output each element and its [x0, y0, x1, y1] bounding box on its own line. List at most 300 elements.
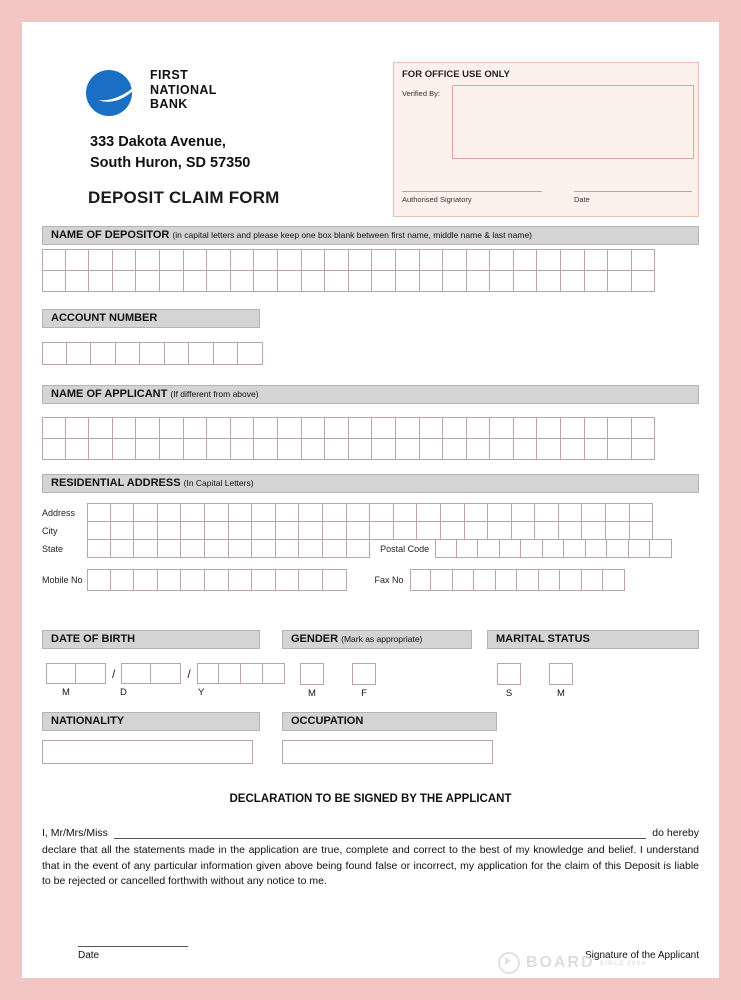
- state-cell[interactable]: [181, 539, 205, 558]
- applicant-cell[interactable]: [66, 438, 90, 460]
- applicant-cell[interactable]: [585, 417, 609, 439]
- section-address: [42, 474, 699, 593]
- depositor-cell[interactable]: [420, 249, 444, 271]
- address-cell[interactable]: [87, 503, 111, 522]
- address-hint: (In Capital Letters): [183, 478, 254, 488]
- mobile-cell[interactable]: [181, 569, 205, 591]
- depositor-cell[interactable]: [372, 270, 396, 292]
- applicant-header: [42, 385, 699, 404]
- depositor-cell[interactable]: [585, 270, 609, 292]
- depositor-cell[interactable]: [467, 249, 491, 271]
- account-title: ACCOUNT NUMBER: [51, 312, 158, 324]
- depositor-cell[interactable]: [443, 270, 467, 292]
- occupation-input[interactable]: [282, 740, 493, 764]
- depositor-cell[interactable]: [490, 270, 514, 292]
- depositor-cell[interactable]: [372, 249, 396, 271]
- city-cell[interactable]: [87, 521, 111, 540]
- authorised-signatory-line[interactable]: [402, 191, 542, 192]
- section-declaration: [42, 793, 699, 890]
- gender-hint: (Mark as appropriate): [341, 634, 423, 644]
- postal-code-label: Postal Code: [380, 543, 430, 554]
- bank-logo-icon: [84, 64, 144, 120]
- account-cell[interactable]: [214, 342, 239, 365]
- applicant-cell[interactable]: [184, 438, 208, 460]
- fax-cell[interactable]: [582, 569, 604, 591]
- state-cell[interactable]: [158, 539, 182, 558]
- city-cell[interactable]: [323, 521, 347, 540]
- address-cell[interactable]: [205, 503, 229, 522]
- depositor-cell[interactable]: [207, 270, 231, 292]
- applicant-cell[interactable]: [467, 417, 491, 439]
- address-cell[interactable]: [630, 503, 654, 522]
- applicant-cell[interactable]: [278, 417, 302, 439]
- city-cell[interactable]: [441, 521, 465, 540]
- depositor-cell[interactable]: [254, 249, 278, 271]
- bank-name-line-3: BANK: [150, 97, 188, 111]
- form-page: [22, 22, 719, 978]
- mobile-cell[interactable]: [299, 569, 323, 591]
- occupation-title: OCCUPATION: [291, 715, 364, 727]
- city-cell[interactable]: [158, 521, 182, 540]
- applicant-cell[interactable]: [632, 417, 656, 439]
- fax-label: Fax No: [374, 575, 404, 585]
- applicant-cell[interactable]: [396, 438, 420, 460]
- address-cell[interactable]: [111, 503, 135, 522]
- address-cell[interactable]: [512, 503, 536, 522]
- watermark-subtext: SINCE 2004: [599, 959, 646, 967]
- nationality-input[interactable]: [42, 740, 253, 764]
- state-cell[interactable]: [347, 539, 371, 558]
- depositor-cell[interactable]: [490, 249, 514, 271]
- verified-by-field[interactable]: [452, 85, 694, 159]
- marital-fields[interactable]: [497, 663, 573, 699]
- account-cell[interactable]: [189, 342, 214, 365]
- postal-code-cell[interactable]: [435, 539, 457, 558]
- applicant-cell[interactable]: [467, 438, 491, 460]
- dob-day-grid[interactable]: [121, 663, 181, 684]
- bank-name-line-2: NATIONAL: [150, 82, 217, 97]
- address-cell[interactable]: [465, 503, 489, 522]
- postal-code-cell[interactable]: [586, 539, 608, 558]
- state-cell[interactable]: [87, 539, 111, 558]
- depositor-cell[interactable]: [136, 270, 160, 292]
- applicant-cell[interactable]: [231, 417, 255, 439]
- city-cell[interactable]: [181, 521, 205, 540]
- depositor-cell[interactable]: [42, 249, 66, 271]
- mobile-cell[interactable]: [158, 569, 182, 591]
- applicant-cell[interactable]: [254, 438, 278, 460]
- depositor-cell[interactable]: [537, 270, 561, 292]
- address-cell[interactable]: [229, 503, 253, 522]
- gender-fields[interactable]: [300, 663, 376, 699]
- state-grid[interactable]: [87, 539, 370, 558]
- state-cell[interactable]: [111, 539, 135, 558]
- applicant-cell[interactable]: [372, 417, 396, 439]
- fax-cell[interactable]: [560, 569, 582, 591]
- city-cell[interactable]: [394, 521, 418, 540]
- depositor-grid[interactable]: [42, 249, 699, 292]
- applicant-cell[interactable]: [89, 438, 113, 460]
- applicant-cell[interactable]: [113, 438, 137, 460]
- address-cell[interactable]: [158, 503, 182, 522]
- dob-year-cell[interactable]: [263, 663, 285, 684]
- applicant-cell[interactable]: [514, 438, 538, 460]
- city-cell[interactable]: [606, 521, 630, 540]
- state-cell[interactable]: [205, 539, 229, 558]
- dob-day-cell[interactable]: [151, 663, 181, 684]
- depositor-cell[interactable]: [561, 249, 585, 271]
- state-cell[interactable]: [276, 539, 300, 558]
- depositor-cell[interactable]: [349, 270, 373, 292]
- marital-option-m-box[interactable]: [549, 663, 573, 685]
- state-cell[interactable]: [229, 539, 253, 558]
- applicant-cell[interactable]: [89, 417, 113, 439]
- office-use-box: [393, 62, 699, 217]
- address-label: Address: [42, 507, 76, 518]
- declaration-name-line[interactable]: [114, 826, 646, 839]
- gender-option-m-box[interactable]: [300, 663, 324, 685]
- dob-month-grid[interactable]: [46, 663, 106, 684]
- city-cell[interactable]: [252, 521, 276, 540]
- applicant-cell[interactable]: [372, 438, 396, 460]
- depositor-cell[interactable]: [632, 249, 656, 271]
- depositor-cell[interactable]: [254, 270, 278, 292]
- applicant-cell[interactable]: [490, 417, 514, 439]
- city-cell[interactable]: [370, 521, 394, 540]
- depositor-cell[interactable]: [349, 249, 373, 271]
- depositor-cell[interactable]: [231, 249, 255, 271]
- fax-cell[interactable]: [431, 569, 453, 591]
- city-cell[interactable]: [630, 521, 654, 540]
- address-cell[interactable]: [181, 503, 205, 522]
- applicant-grid[interactable]: [42, 417, 699, 460]
- state-cell[interactable]: [323, 539, 347, 558]
- gender-option-m-label: M: [308, 688, 316, 699]
- city-cell[interactable]: [111, 521, 135, 540]
- city-cell[interactable]: [535, 521, 559, 540]
- account-cell[interactable]: [165, 342, 190, 365]
- depositor-cell[interactable]: [396, 270, 420, 292]
- city-cell[interactable]: [276, 521, 300, 540]
- depositor-cell[interactable]: [136, 249, 160, 271]
- applicant-cell[interactable]: [136, 438, 160, 460]
- depositor-cell[interactable]: [325, 249, 349, 271]
- applicant-cell[interactable]: [349, 438, 373, 460]
- account-cell[interactable]: [91, 342, 116, 365]
- depositor-cell[interactable]: [113, 249, 137, 271]
- applicant-cell[interactable]: [443, 438, 467, 460]
- marital-option-s-box[interactable]: [497, 663, 521, 685]
- dob-title: DATE OF BIRTH: [51, 633, 136, 645]
- depositor-cell[interactable]: [632, 270, 656, 292]
- applicant-title: NAME OF APPLICANT: [51, 388, 168, 400]
- depositor-cell[interactable]: [467, 270, 491, 292]
- dob-year-cell[interactable]: [241, 663, 263, 684]
- city-cell[interactable]: [465, 521, 489, 540]
- applicant-cell[interactable]: [254, 417, 278, 439]
- depositor-cell[interactable]: [561, 270, 585, 292]
- applicant-cell[interactable]: [585, 438, 609, 460]
- applicant-cell[interactable]: [396, 417, 420, 439]
- address-cell[interactable]: [276, 503, 300, 522]
- applicant-cell[interactable]: [42, 417, 66, 439]
- applicant-cell[interactable]: [113, 417, 137, 439]
- mobile-cell[interactable]: [229, 569, 253, 591]
- mobile-grid[interactable]: [87, 569, 347, 591]
- depositor-cell[interactable]: [42, 270, 66, 292]
- depositor-cell[interactable]: [278, 249, 302, 271]
- depositor-row-2[interactable]: [42, 270, 699, 292]
- address-title: RESIDENTIAL ADDRESS: [51, 477, 181, 489]
- address-cell[interactable]: [535, 503, 559, 522]
- depositor-row-1[interactable]: [42, 249, 699, 271]
- address-cell[interactable]: [134, 503, 158, 522]
- depositor-cell[interactable]: [302, 270, 326, 292]
- fax-cell[interactable]: [496, 569, 518, 591]
- section-applicant: [42, 385, 699, 460]
- applicant-cell[interactable]: [632, 438, 656, 460]
- declaration-lead: I, Mr/Mrs/Miss: [42, 827, 108, 839]
- bank-address: [90, 132, 250, 174]
- applicant-cell[interactable]: [349, 417, 373, 439]
- depositor-cell[interactable]: [89, 249, 113, 271]
- dob-year-grid[interactable]: [197, 663, 285, 684]
- bank-name: [150, 68, 217, 112]
- depositor-cell[interactable]: [420, 270, 444, 292]
- applicant-cell[interactable]: [490, 438, 514, 460]
- depositor-cell[interactable]: [207, 249, 231, 271]
- address-cell[interactable]: [394, 503, 418, 522]
- applicant-cell[interactable]: [207, 417, 231, 439]
- page-title: DEPOSIT CLAIM FORM: [88, 188, 280, 207]
- applicant-cell[interactable]: [66, 417, 90, 439]
- city-cell[interactable]: [347, 521, 371, 540]
- depositor-cell[interactable]: [160, 270, 184, 292]
- state-cell[interactable]: [299, 539, 323, 558]
- city-cell[interactable]: [205, 521, 229, 540]
- state-cell[interactable]: [252, 539, 276, 558]
- section-account: [42, 309, 699, 365]
- postal-code-cell[interactable]: [564, 539, 586, 558]
- address-cell[interactable]: [417, 503, 441, 522]
- address-grid[interactable]: [87, 503, 653, 522]
- account-cell[interactable]: [116, 342, 141, 365]
- postal-code-grid[interactable]: [435, 539, 672, 558]
- applicant-cell[interactable]: [160, 438, 184, 460]
- depositor-cell[interactable]: [585, 249, 609, 271]
- office-date-line[interactable]: [574, 191, 692, 192]
- fax-cell[interactable]: [410, 569, 432, 591]
- depositor-cell[interactable]: [231, 270, 255, 292]
- dob-fields[interactable]: [46, 663, 285, 684]
- depositor-cell[interactable]: [396, 249, 420, 271]
- applicant-cell[interactable]: [443, 417, 467, 439]
- account-cell[interactable]: [238, 342, 263, 365]
- gender-header: [282, 630, 472, 649]
- city-cell[interactable]: [299, 521, 323, 540]
- fax-cell[interactable]: [603, 569, 625, 591]
- depositor-cell[interactable]: [66, 270, 90, 292]
- dob-slash-1: /: [112, 666, 116, 681]
- office-use-title: FOR OFFICE USE ONLY: [402, 69, 510, 80]
- address-cell[interactable]: [299, 503, 323, 522]
- address-header: [42, 474, 699, 493]
- city-cell[interactable]: [512, 521, 536, 540]
- address-cell[interactable]: [582, 503, 606, 522]
- account-grid[interactable]: [42, 342, 699, 365]
- address-cell[interactable]: [323, 503, 347, 522]
- address-cell[interactable]: [370, 503, 394, 522]
- depositor-cell[interactable]: [184, 249, 208, 271]
- city-cell[interactable]: [417, 521, 441, 540]
- mobile-cell[interactable]: [134, 569, 158, 591]
- address-cell[interactable]: [606, 503, 630, 522]
- city-cell[interactable]: [582, 521, 606, 540]
- dob-day-cell[interactable]: [121, 663, 151, 684]
- city-cell[interactable]: [229, 521, 253, 540]
- mobile-cell[interactable]: [276, 569, 300, 591]
- gender-option-f-label: F: [361, 688, 367, 699]
- bank-name-line-1: FIRST: [150, 68, 189, 82]
- postal-code-cell[interactable]: [629, 539, 651, 558]
- depositor-cell[interactable]: [278, 270, 302, 292]
- state-cell[interactable]: [134, 539, 158, 558]
- depositor-cell[interactable]: [66, 249, 90, 271]
- applicant-cell[interactable]: [420, 417, 444, 439]
- swoosh-icon: [98, 80, 142, 104]
- applicant-cell[interactable]: [537, 417, 561, 439]
- city-row: [42, 521, 699, 540]
- account-row[interactable]: [42, 342, 699, 365]
- form-inner: [42, 36, 699, 964]
- bank-address-line-1: 333 Dakota Avenue,: [90, 134, 226, 150]
- applicant-cell[interactable]: [325, 438, 349, 460]
- applicant-cell[interactable]: [608, 438, 632, 460]
- address-cell[interactable]: [252, 503, 276, 522]
- section-depositor: [42, 226, 699, 292]
- postal-code-cell[interactable]: [457, 539, 479, 558]
- verified-by-label: Verified By:: [402, 89, 440, 98]
- applicant-cell[interactable]: [136, 417, 160, 439]
- watermark-text: BOARD: [526, 954, 595, 971]
- postal-code-cell[interactable]: [543, 539, 565, 558]
- applicant-cell[interactable]: [302, 438, 326, 460]
- city-grid[interactable]: [87, 521, 653, 540]
- depositor-cell[interactable]: [608, 249, 632, 271]
- applicant-cell[interactable]: [42, 438, 66, 460]
- depositor-cell[interactable]: [113, 270, 137, 292]
- fax-cell[interactable]: [539, 569, 561, 591]
- city-cell[interactable]: [488, 521, 512, 540]
- fax-cell[interactable]: [474, 569, 496, 591]
- depositor-cell[interactable]: [514, 270, 538, 292]
- postal-code-cell[interactable]: [478, 539, 500, 558]
- mobile-cell[interactable]: [87, 569, 111, 591]
- dob-month-cell[interactable]: [76, 663, 106, 684]
- address-fields: [42, 503, 699, 591]
- account-cell[interactable]: [140, 342, 165, 365]
- account-cell[interactable]: [67, 342, 92, 365]
- depositor-cell[interactable]: [160, 249, 184, 271]
- dob-month-label: M: [62, 687, 70, 698]
- applicant-cell[interactable]: [325, 417, 349, 439]
- watermark: [498, 952, 646, 974]
- mobile-cell[interactable]: [252, 569, 276, 591]
- dob-slash-2: /: [187, 666, 191, 681]
- applicant-cell[interactable]: [514, 417, 538, 439]
- city-cell[interactable]: [559, 521, 583, 540]
- applicant-cell[interactable]: [608, 417, 632, 439]
- fax-cell[interactable]: [453, 569, 475, 591]
- gender-option-f-box[interactable]: [352, 663, 376, 685]
- state-label: State: [42, 543, 64, 554]
- mobile-cell[interactable]: [205, 569, 229, 591]
- applicant-cell[interactable]: [231, 438, 255, 460]
- applicant-cell[interactable]: [207, 438, 231, 460]
- dob-year-label: Y: [198, 687, 205, 698]
- marital-header: [487, 630, 699, 649]
- address-line-row: [42, 503, 699, 522]
- depositor-cell[interactable]: [608, 270, 632, 292]
- depositor-cell[interactable]: [514, 249, 538, 271]
- applicant-row-1[interactable]: [42, 417, 699, 439]
- depositor-cell[interactable]: [184, 270, 208, 292]
- postal-code-cell[interactable]: [500, 539, 522, 558]
- fax-cell[interactable]: [517, 569, 539, 591]
- marital-option-s-label: S: [505, 688, 513, 699]
- depositor-cell[interactable]: [443, 249, 467, 271]
- watermark-play-icon: [498, 952, 520, 974]
- depositor-cell[interactable]: [302, 249, 326, 271]
- account-cell[interactable]: [42, 342, 67, 365]
- account-header: [42, 309, 260, 328]
- applicant-cell[interactable]: [561, 417, 585, 439]
- dob-year-cell[interactable]: [219, 663, 241, 684]
- postal-code-cell[interactable]: [521, 539, 543, 558]
- marital-option-m-label: M: [557, 688, 565, 699]
- section-nationality-occupation: [42, 712, 699, 772]
- dob-month-cell[interactable]: [46, 663, 76, 684]
- address-cell[interactable]: [441, 503, 465, 522]
- footer-date-line[interactable]: [78, 946, 188, 947]
- depositor-cell[interactable]: [89, 270, 113, 292]
- address-cell[interactable]: [347, 503, 371, 522]
- section-personal: [42, 630, 699, 699]
- dob-year-cell[interactable]: [197, 663, 219, 684]
- city-label: City: [42, 525, 58, 536]
- depositor-cell[interactable]: [537, 249, 561, 271]
- address-cell[interactable]: [559, 503, 583, 522]
- footer-signature-label: Signature of the Applicant: [585, 950, 699, 961]
- applicant-cell[interactable]: [184, 417, 208, 439]
- applicant-cell[interactable]: [537, 438, 561, 460]
- applicant-cell[interactable]: [160, 417, 184, 439]
- applicant-cell[interactable]: [278, 438, 302, 460]
- applicant-cell[interactable]: [420, 438, 444, 460]
- fax-grid[interactable]: [410, 569, 625, 591]
- postal-code-cell[interactable]: [650, 539, 672, 558]
- depositor-hint: (in capital letters and please keep one box blank between first name, middle name & last name): [172, 230, 532, 240]
- applicant-cell[interactable]: [561, 438, 585, 460]
- mobile-cell[interactable]: [323, 569, 347, 591]
- postal-code-cell[interactable]: [607, 539, 629, 558]
- depositor-cell[interactable]: [325, 270, 349, 292]
- applicant-row-2[interactable]: [42, 438, 699, 460]
- address-cell[interactable]: [488, 503, 512, 522]
- mobile-cell[interactable]: [111, 569, 135, 591]
- applicant-cell[interactable]: [302, 417, 326, 439]
- city-cell[interactable]: [134, 521, 158, 540]
